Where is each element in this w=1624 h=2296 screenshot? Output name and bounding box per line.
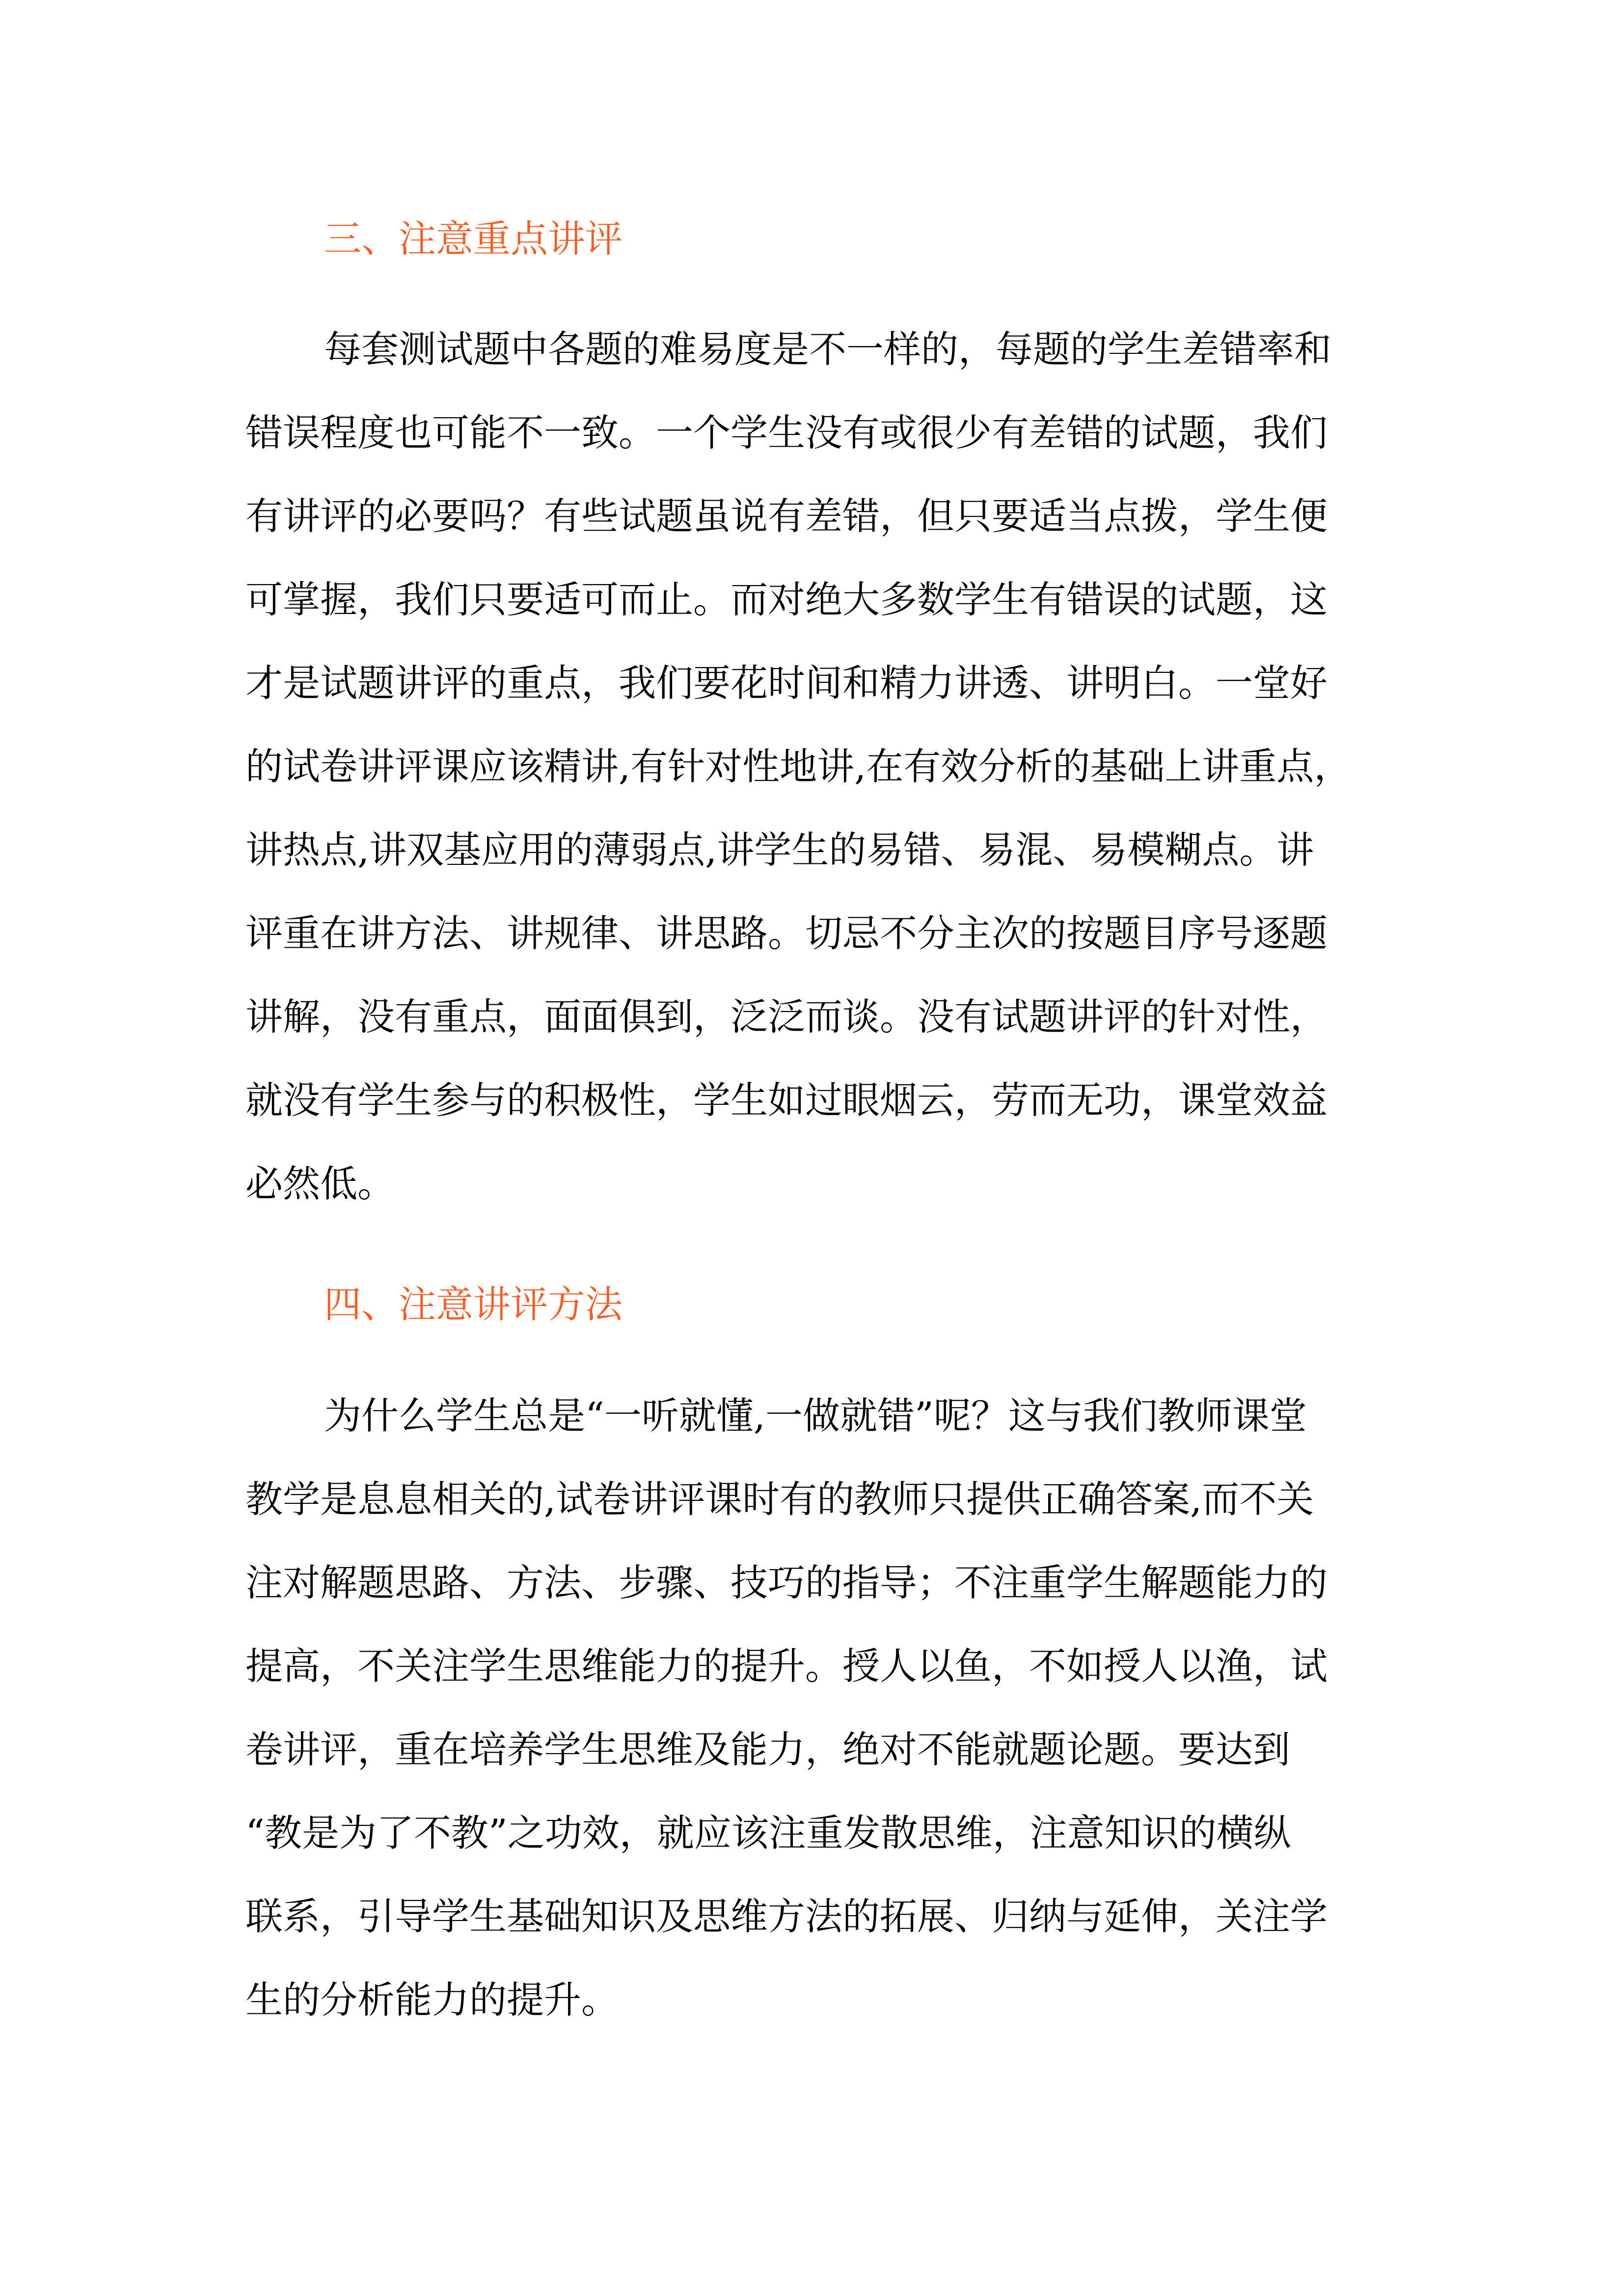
- paragraph-line: 错误程度也可能不一致。一个学生没有或很少有差错的试题，我们: [245, 411, 1327, 454]
- paragraph-line: 每套测试题中各题的难易度是不一样的，每题的学生差错率和: [324, 327, 1331, 371]
- paragraph-line: 讲热点,讲双基应用的薄弱点,讲学生的易错、易混、易模糊点。讲: [245, 828, 1314, 872]
- paragraph-line: 教学是息息相关的,试卷讲评课时有的教师只提供正确答案,而不关: [245, 1477, 1314, 1521]
- paragraph-line: 讲解，没有重点，面面俱到，泛泛而谈。没有试题讲评的针对性，: [245, 995, 1327, 1039]
- section-heading-4: 四、注意讲评方法: [324, 1282, 623, 1326]
- paragraph-line: 提高，不关注学生思维能力的提升。授人以鱼，不如授人以渔，试: [245, 1644, 1327, 1688]
- paragraph-line: 生的分析能力的提升。: [245, 1978, 619, 2022]
- paragraph-line: 评重在讲方法、讲规律、讲思路。切忌不分主次的按题目序号逐题: [245, 911, 1327, 955]
- paragraph-line: 就没有学生参与的积极性，学生如过眼烟云，劳而无功，课堂效益: [245, 1078, 1327, 1122]
- paragraph-line: 注对解题思路、方法、步骤、技巧的指导；不注重学生解题能力的: [245, 1561, 1327, 1604]
- paragraph-line: 卷讲评，重在培养学生思维及能力，绝对不能就题论题。要达到: [245, 1728, 1290, 1771]
- paragraph-line: 的试卷讲评课应该精讲,有针对性地讲,在有效分析的基础上讲重点，: [245, 745, 1352, 788]
- paragraph-line: 有讲评的必要吗？有些试题虽说有差错，但只要适当点拨，学生便: [245, 494, 1327, 538]
- paragraph-line: 才是试题讲评的重点，我们要花时间和精力讲透、讲明白。一堂好: [245, 661, 1327, 705]
- paragraph-line: 联系，引导学生基础知识及思维方法的拓展、归纳与延伸，关注学: [245, 1895, 1327, 1938]
- paragraph-line: 可掌握，我们只要适可而止。而对绝大多数学生有错误的试题，这: [245, 578, 1327, 621]
- paragraph-line: “教是为了不教”之功效，就应该注重发散思维，注意知识的横纵: [245, 1811, 1291, 1855]
- paragraph-line: 为什么学生总是“一听就懂,一做就错”呢？这与我们教师课堂: [324, 1394, 1307, 1438]
- section-heading-3: 三、注意重点讲评: [324, 217, 623, 261]
- paragraph-line: 必然低。: [245, 1162, 395, 1205]
